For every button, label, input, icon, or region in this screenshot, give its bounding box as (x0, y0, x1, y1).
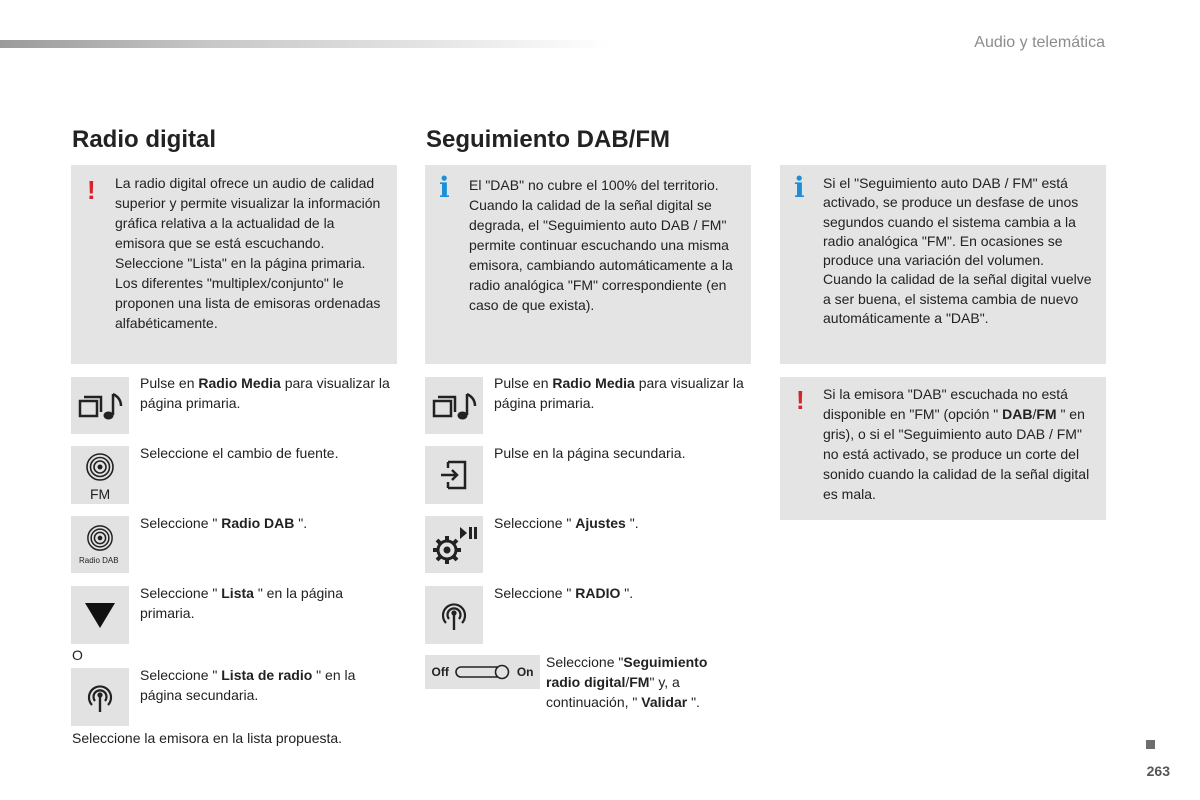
warning-icon: ! (796, 385, 805, 415)
left-step-3: Seleccione " Radio DAB ". (140, 515, 308, 531)
info-note-box-right (780, 165, 1106, 364)
radio-dab-caption: Radio DAB (79, 556, 119, 565)
note-text: Si la emisora "DAB" escuchada no está disponible en "FM" (opción " DAB/FM " en gris), o si el "Seguimiento auto DAB / FM" no está activado, se produce un corte del sonido cuando la calidad de la señal digital es mala. (823, 386, 1090, 502)
section-title-radio-digital: Radio digital (72, 126, 216, 153)
info-icon: i (439, 171, 450, 204)
settings-icon (425, 516, 483, 573)
note-text: Si el "Seguimiento auto DAB / FM" está activado, se produce un desfase de unos segundos cuando el sistema cambia a la radio analógica "FM". En ocasiones se produce una variación del volumen. Cuando la calidad de la señal digital vuelve a ser buena, el sistema cambia de nuevo automáticamente a "DAB". (823, 175, 1092, 327)
section-title-seguimiento: Seguimiento DAB/FM (426, 126, 670, 153)
page-marker (1146, 740, 1155, 749)
left-step-2: Seleccione el cambio de fuente. (140, 445, 339, 461)
left-step-1: Pulse en Radio Media para visualizar la página primaria. (140, 375, 390, 411)
final-instruction: Seleccione la emisora en la lista propuesta. (72, 730, 343, 746)
middle-step-1: Pulse en Radio Media para visualizar la página primaria. (494, 375, 744, 411)
middle-step-5: Seleccione "Seguimiento radio digital/FM" y, a continuación, " Validar ". (546, 654, 708, 710)
note-text: La radio digital ofrece un audio de calidad superior y permite visualizar la información gráfica relativa a la actualidad de la emisora que se está escuchando. Seleccione "Lista" en la página primaria. Los diferentes "multiplex/conjunto" le proponen una lista de emisoras ordenadas alfabéticamente. (115, 175, 381, 331)
radio-signal-icon (71, 668, 129, 726)
page-number: 263 (1146, 763, 1170, 779)
note-text: El "DAB" no cubre el 100% del territorio. Cuando la calidad de la señal digital se degrada, el "Seguimiento auto DAB / FM" permite continuar escuchando una misma emisora, cambiando automáticamente a la radio analógica "FM" correspondiente (en caso de que exista). (469, 177, 733, 313)
header-title: Audio y telemática (974, 34, 1105, 51)
radio-media-icon (71, 377, 129, 434)
left-step-4: Seleccione " Lista " en la página primaria. (140, 585, 343, 621)
toggle-off-label: Off (431, 665, 449, 679)
warning-note-box-right (780, 377, 1106, 520)
radio-signal-icon (425, 586, 483, 644)
left-step-5: Seleccione " Lista de radio " en la página secundaria. (140, 667, 356, 703)
fm-caption: FM (90, 486, 111, 502)
info-icon: i (794, 171, 805, 204)
toggle-on-label: On (516, 665, 534, 679)
warning-icon: ! (87, 175, 96, 205)
warning-note-box (71, 165, 397, 364)
middle-step-3: Seleccione " Ajustes ". (494, 515, 639, 531)
radio-media-icon (425, 377, 483, 434)
or-label: O (72, 647, 83, 663)
header-gradient-bar (0, 40, 610, 48)
info-note-box (425, 165, 751, 364)
toggle-switch-icon (425, 655, 540, 689)
triangle-down-icon (71, 586, 129, 644)
middle-step-2: Pulse en la página secundaria. (494, 445, 686, 461)
middle-step-4: Seleccione " RADIO ". (494, 585, 634, 601)
exit-page-icon (425, 446, 483, 504)
